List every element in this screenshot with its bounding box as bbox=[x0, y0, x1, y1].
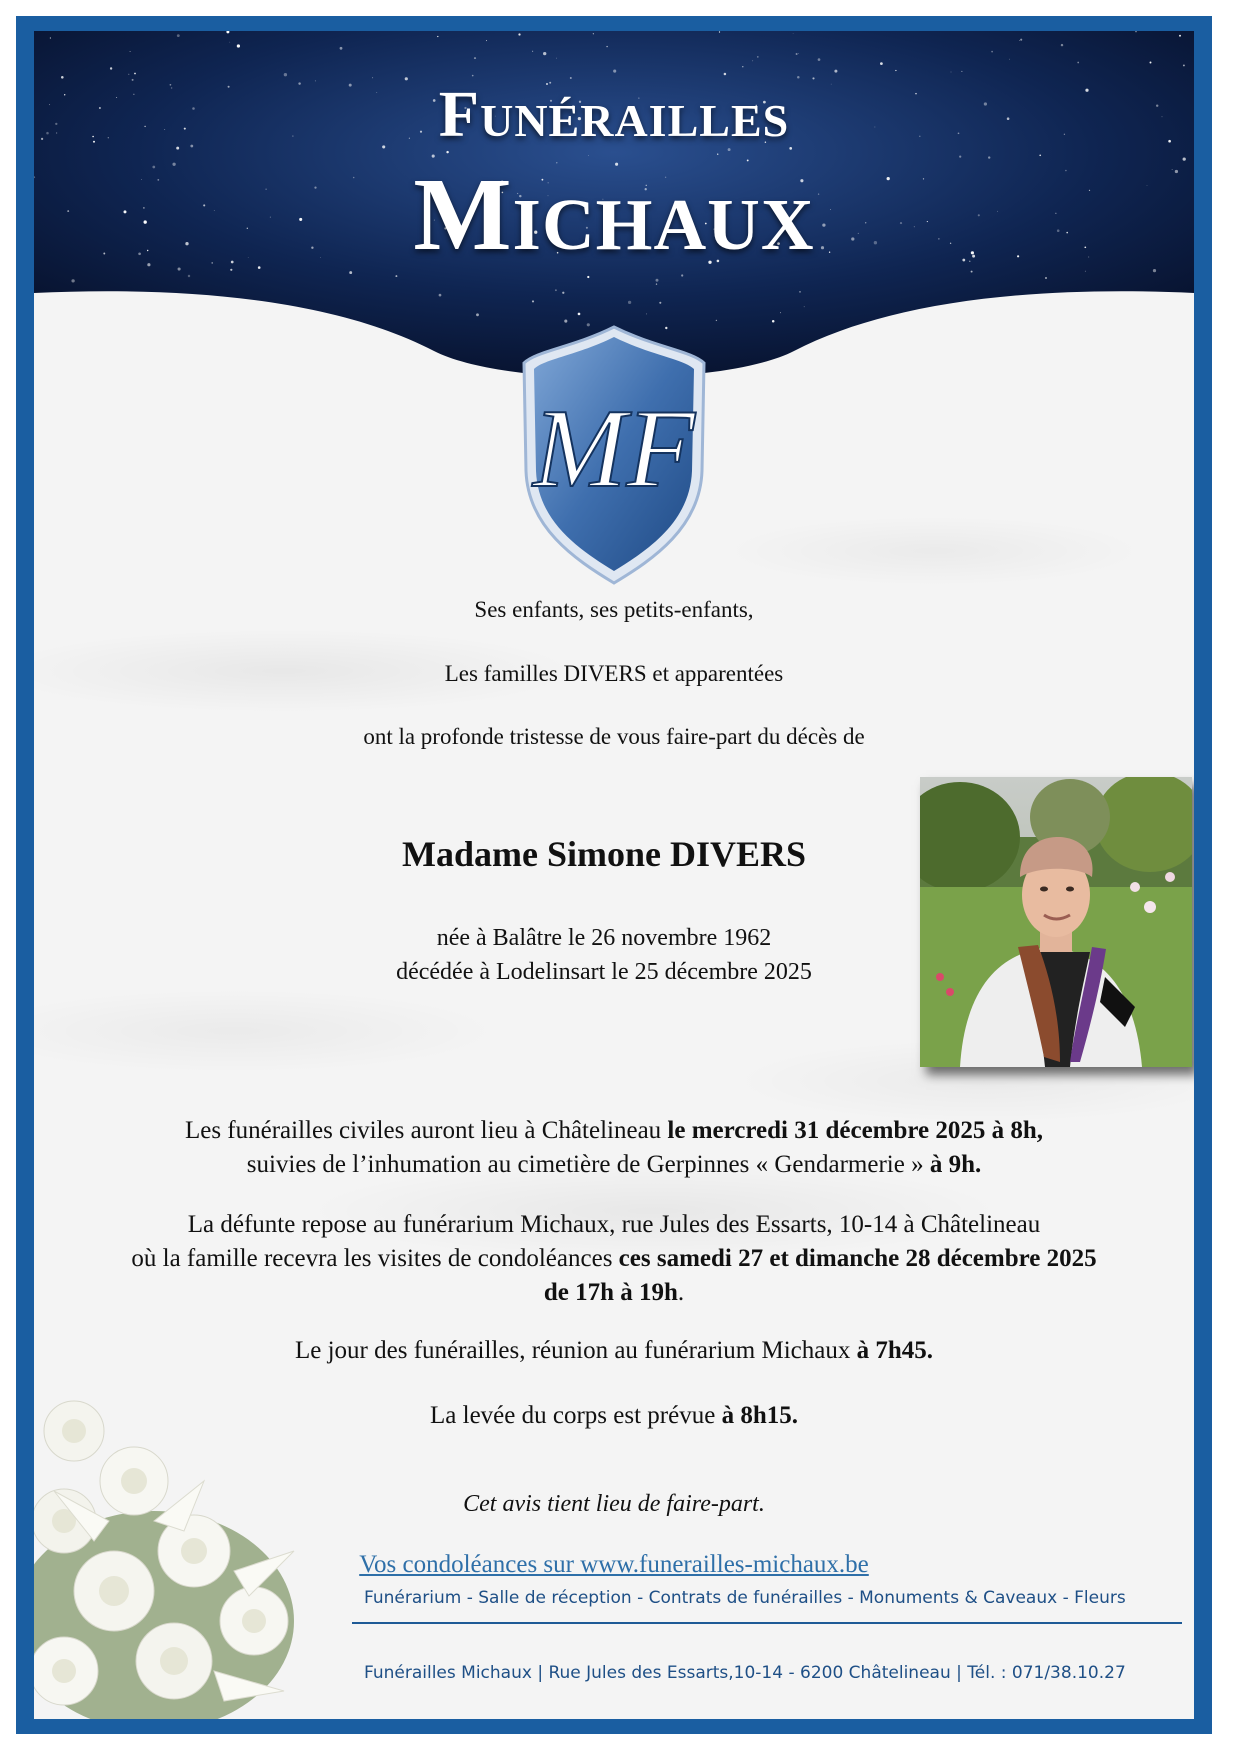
funeral-text: Les funérailles civiles auront lieu à Châtelineau bbox=[184, 1117, 668, 1144]
funeral-date-bold: le mercredi 31 décembre 2025 à 8h, bbox=[667, 1117, 1044, 1144]
notice-sheet bbox=[34, 31, 1194, 1719]
svg-text:MF: MF bbox=[533, 387, 695, 511]
burial-text: suivies de l’inhumation au cimetière de Gerpinnes « Gendarmerie » bbox=[246, 1151, 930, 1178]
funeral-paragraph bbox=[34, 1114, 1194, 1182]
condolences-link[interactable]: Vos condoléances sur www.funerailles-michaux.be bbox=[359, 1551, 869, 1578]
lifting-time-bold: à 8h15. bbox=[721, 1402, 798, 1429]
intro-line-3: ont la profonde tristesse de vous faire-part du décès de bbox=[363, 724, 865, 749]
birth-line: née à Balâtre le 26 novembre 1962 bbox=[436, 925, 772, 951]
visitation-text: où la famille recevra les visites de condoléances bbox=[131, 1245, 619, 1272]
deceased-name: Madame Simone DIVERS bbox=[401, 834, 806, 874]
white-flowers-decoration bbox=[34, 1371, 334, 1719]
faire-part-note: Cet avis tient lieu de faire-part. bbox=[463, 1491, 765, 1517]
intro-line-1: Ses enfants, ses petits-enfants, bbox=[474, 597, 754, 622]
visitation-period: . bbox=[677, 1279, 685, 1306]
brand-title-line1: Funérailles bbox=[438, 78, 790, 151]
lifting-text: La levée du corps est prévue bbox=[430, 1402, 722, 1429]
brand-title-line2: Michaux bbox=[413, 157, 815, 272]
visitation-paragraph bbox=[34, 1208, 1194, 1310]
gathering-text: Le jour des funérailles, réunion au funérarium Michaux bbox=[294, 1337, 857, 1364]
visitation-dates-bold: ces samedi 27 et dimanche 28 décembre 2025 bbox=[618, 1245, 1097, 1272]
footer-address: Funérailles Michaux | Rue Jules des Essarts,10-14 - 6200 Châtelineau | Tél. : 071/38.10.27 bbox=[364, 1663, 1126, 1683]
visitation-location: La défunte repose au funérarium Michaux, rue Jules des Essarts, 10-14 à Châtelineau bbox=[187, 1211, 1041, 1238]
mf-crest-logo bbox=[514, 321, 714, 591]
gathering-time-bold: à 7h45. bbox=[856, 1337, 933, 1364]
portrait-photo bbox=[920, 777, 1192, 1067]
gathering-paragraph bbox=[34, 1334, 1194, 1368]
burial-time-bold: à 9h. bbox=[929, 1151, 982, 1178]
intro-line-2: Les familles DIVERS et apparentées bbox=[444, 661, 784, 686]
death-line: décédée à Lodelinsart le 25 décembre 2025 bbox=[396, 959, 812, 985]
footer-services: Funérarium - Salle de réception - Contrats de funérailles - Monuments & Caveaux - Fleurs bbox=[364, 1588, 1126, 1608]
page-frame bbox=[16, 16, 1212, 1734]
visitation-hours-bold: de 17h à 19h bbox=[543, 1279, 678, 1306]
footer-divider bbox=[352, 1622, 1182, 1624]
